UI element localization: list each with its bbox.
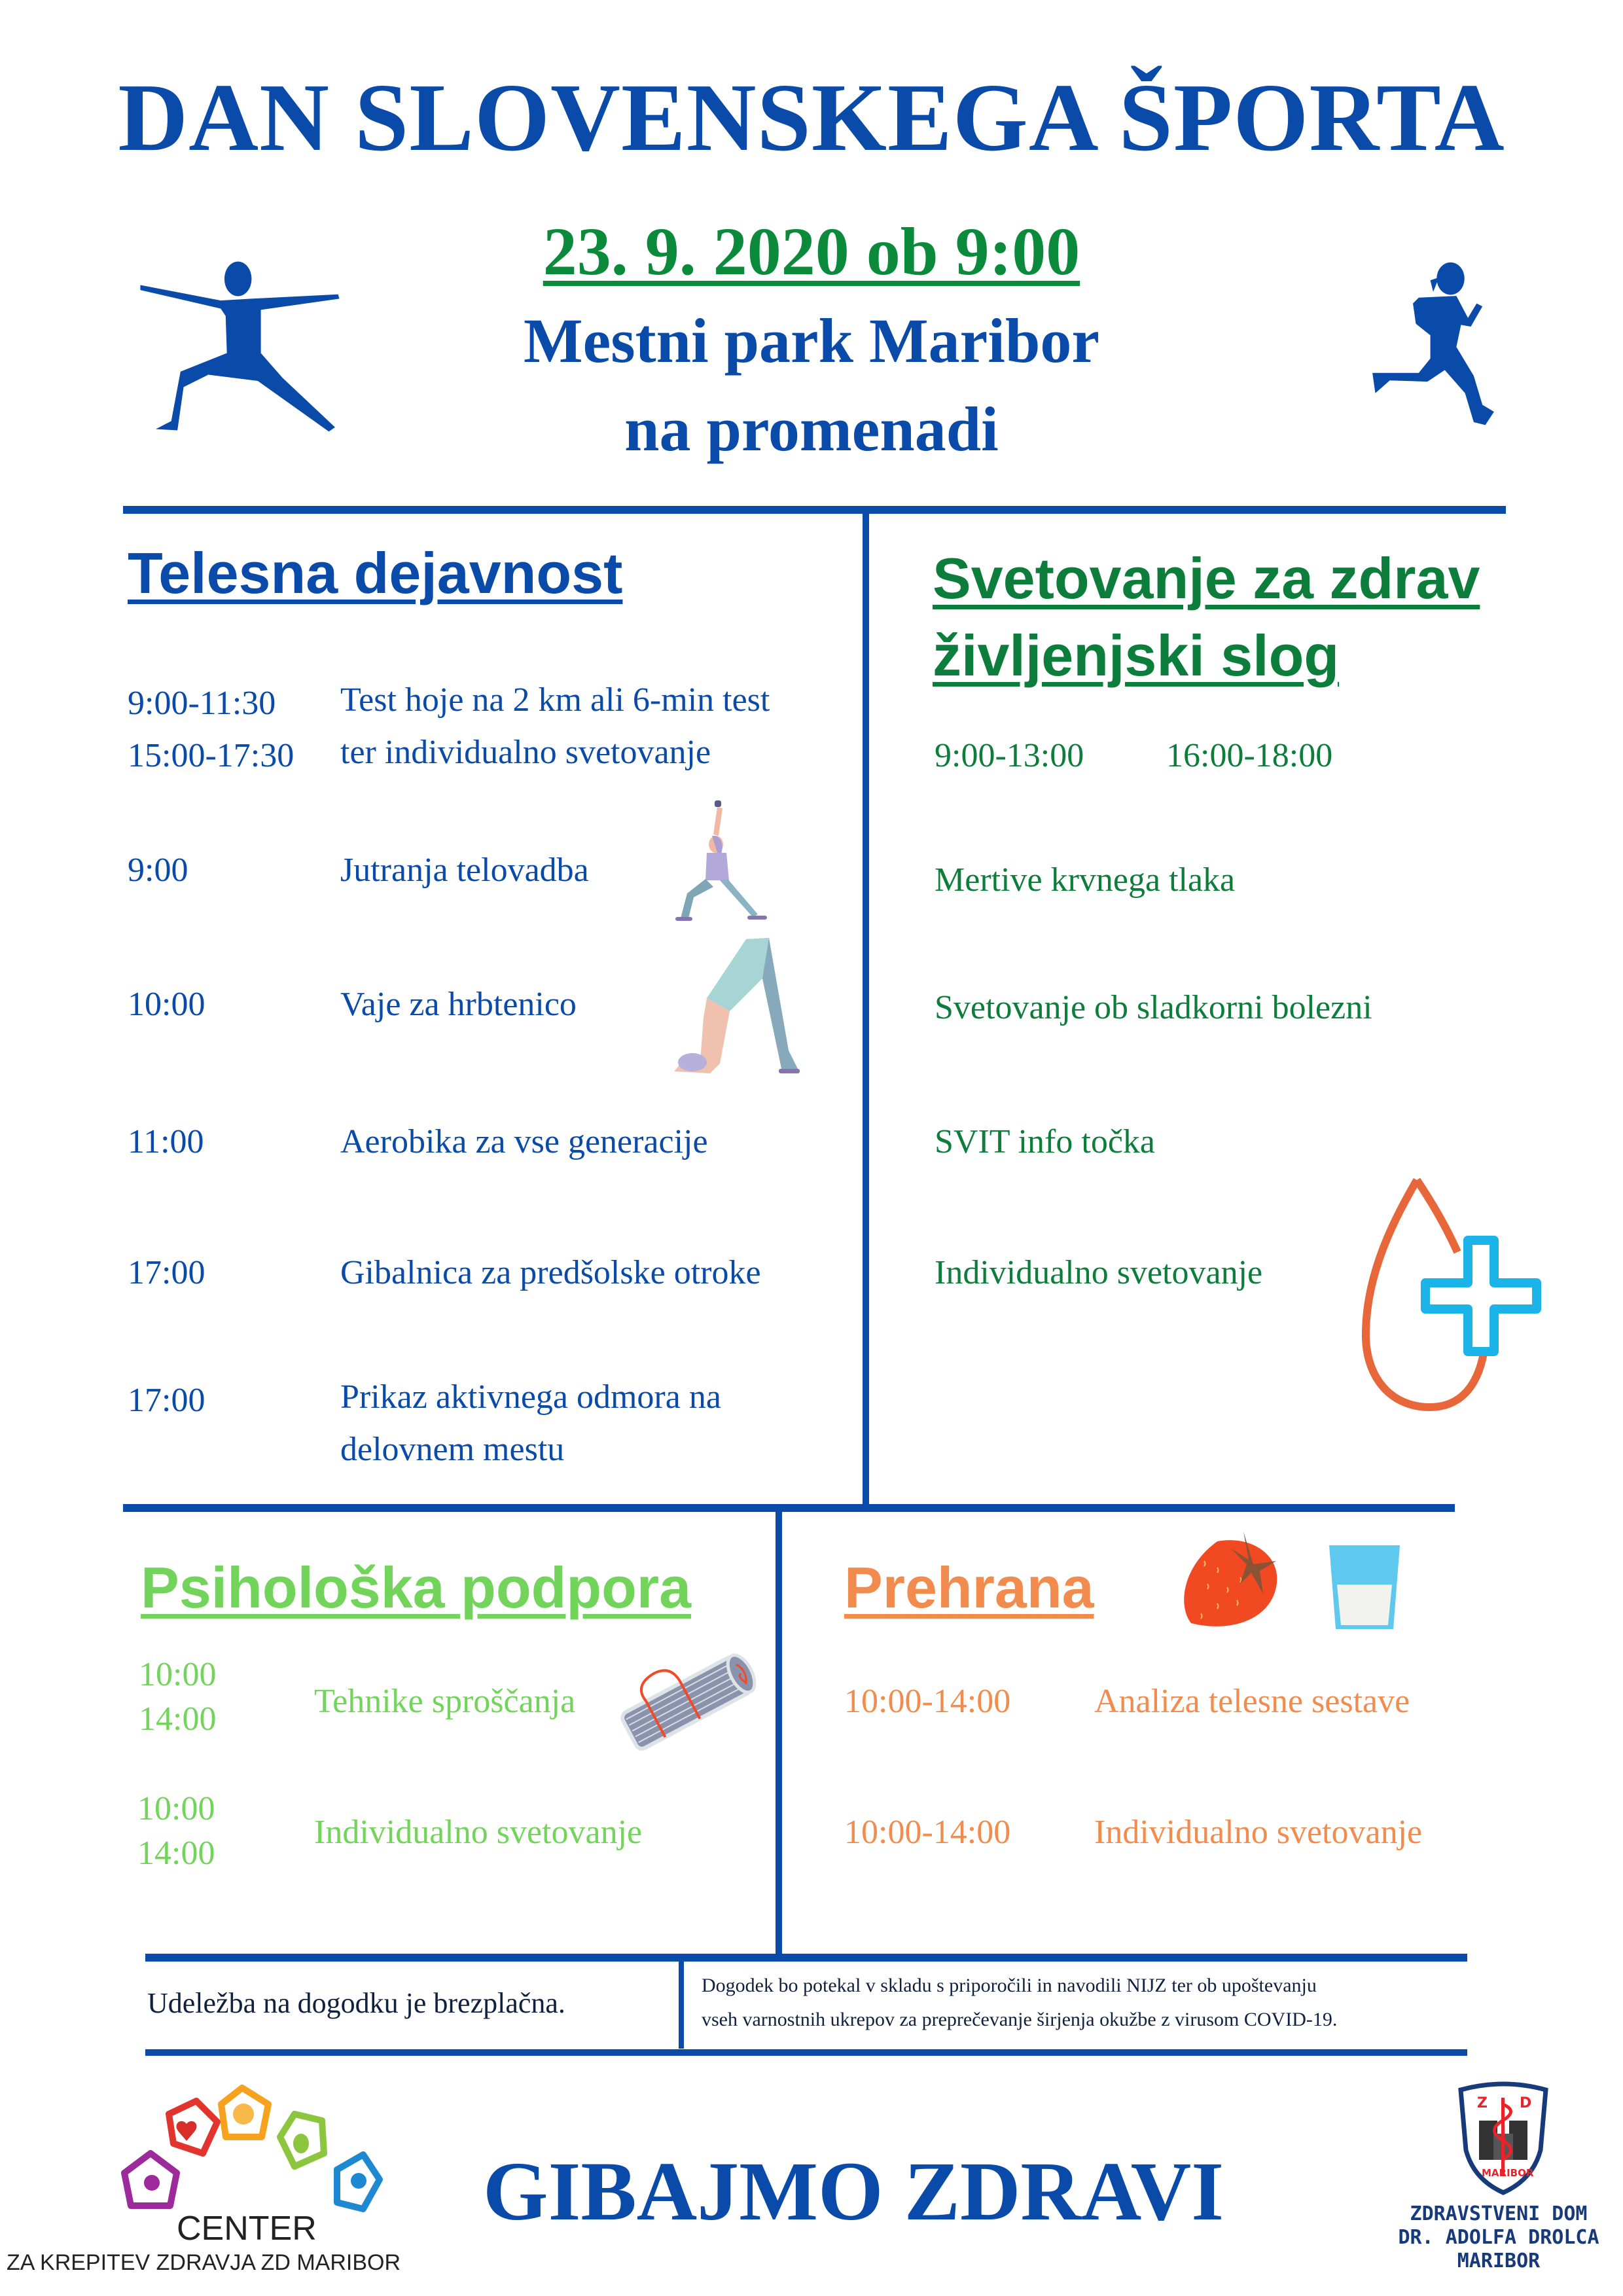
divider-notes-vertical xyxy=(679,1962,684,2049)
row-label: Prikaz aktivnega odmora na xyxy=(340,1378,721,1416)
free-entry-note: Udeležba na dogodku je brezplačna. xyxy=(147,1987,565,2019)
row-time: 10:00 xyxy=(128,986,205,1023)
row-time: 14:00 xyxy=(137,1835,215,1872)
yoga-woman-illustration-icon xyxy=(674,795,772,926)
zd-maribor-name xyxy=(1387,2202,1610,2273)
row-time: 14:00 xyxy=(139,1700,217,1738)
row-time: 10:00-14:00 xyxy=(844,1683,1011,1720)
zd-name-line: MARIBOR xyxy=(1457,2250,1541,2272)
section-heading-telesna: Telesna dejavnost xyxy=(128,541,623,605)
date-time-text: 23. 9. 2020 ob 9:00 xyxy=(543,214,1080,289)
row-time: 17:00 xyxy=(128,1254,205,1291)
venue-line-1: Mestni park Maribor xyxy=(524,306,1099,376)
section-heading-prehrana: Prehrana xyxy=(844,1555,1094,1620)
row-label: Gibalnica za predšolske otroke xyxy=(340,1254,761,1291)
divider-notes-bottom xyxy=(145,2049,1467,2056)
venue-line-2: na promenadi xyxy=(624,394,999,464)
zd-name-line: DR. ADOLFA DROLCA xyxy=(1398,2226,1599,2249)
section-heading-psiholoska: Psihološka podpora xyxy=(141,1555,692,1620)
logo-subtitle: ZA KREPITEV ZDRAVJA ZD MARIBOR xyxy=(7,2250,401,2275)
row-label: Aerobika za vse generacije xyxy=(340,1123,708,1160)
row-label: Jutranja telovadba xyxy=(340,852,589,889)
covid-note-line: Dogodek bo potekal v skladu s priporočili in navodili NIJZ ter ob upoštevanju xyxy=(702,1975,1317,1996)
row-time: 9:00-11:30 xyxy=(128,685,276,722)
svetovanje-item: Mertive krvnega tlaka xyxy=(935,861,1236,899)
row-label: ter individualno svetovanje xyxy=(340,734,711,771)
row-time: 9:00 xyxy=(128,852,188,889)
blood-drop-plus-icon xyxy=(1358,1175,1574,1417)
heading-line: Svetovanje za zdrav xyxy=(933,546,1480,611)
svetovanje-time-1: 9:00-13:00 xyxy=(935,737,1084,774)
telesna-row-1-label xyxy=(340,674,770,779)
divider-vertical-upper xyxy=(863,514,869,1505)
runner-silhouette-icon xyxy=(1358,252,1508,442)
glass-of-milk-icon xyxy=(1325,1541,1404,1633)
row-time: 10:00 xyxy=(139,1656,217,1693)
svetovanje-time-2: 16:00-18:00 xyxy=(1166,737,1333,774)
row-time: 10:00 xyxy=(137,1790,215,1827)
covid-note-line: vseh varnostnih ukrepov za preprečevanje širjenja okužbe z virusom COVID-19. xyxy=(702,2009,1338,2030)
strawberry-icon xyxy=(1178,1528,1302,1633)
divider-vertical-lower xyxy=(776,1512,782,1954)
poster-title: DAN SLOVENSKEGA ŠPORTA xyxy=(118,64,1505,171)
logo-title: CENTER xyxy=(177,2210,317,2248)
zd-name-line: ZDRAVSTVENI DOM xyxy=(1410,2202,1588,2225)
crest-letter-left: Z xyxy=(1477,2095,1488,2111)
row-label: Analiza telesne sestave xyxy=(1094,1683,1410,1720)
center-za-krepitev-zdravja-logo xyxy=(105,2075,406,2225)
row-label: Vaje za hrbtenico xyxy=(340,986,577,1023)
row-time: 17:00 xyxy=(128,1382,205,1419)
telesna-row-1 xyxy=(128,677,294,782)
row-time: 11:00 xyxy=(128,1123,204,1160)
row-label: Tehnike sproščanja xyxy=(314,1683,576,1720)
psiholoska-row-2-time xyxy=(137,1787,215,1876)
row-time: 15:00-17:30 xyxy=(128,737,294,774)
svetovanje-item: Individualno svetovanje xyxy=(935,1254,1263,1291)
divider-top xyxy=(123,506,1506,514)
row-label: delovnem mestu xyxy=(340,1431,565,1468)
rolled-yoga-mat-icon xyxy=(605,1653,769,1751)
zd-maribor-crest-icon xyxy=(1454,2078,1552,2196)
heading-line: življenjski slog xyxy=(933,623,1340,688)
psiholoska-row-1-time xyxy=(139,1653,216,1742)
logo-pentagons-icon xyxy=(105,2075,406,2225)
crest-bottom-text: MARIBOR xyxy=(1482,2167,1534,2179)
divider-middle xyxy=(123,1504,1455,1512)
slogan: GIBAJMO ZDRAVI xyxy=(483,2145,1224,2238)
row-time: 10:00-14:00 xyxy=(844,1814,1011,1851)
row-label: Individualno svetovanje xyxy=(1094,1814,1423,1851)
yoga-warrior-silhouette-icon xyxy=(134,252,357,442)
covid-note xyxy=(702,1969,1337,2037)
section-heading-svetovanje xyxy=(933,540,1480,694)
crest-letter-right: D xyxy=(1520,2095,1532,2111)
row-label: Test hoje na 2 km ali 6-min test xyxy=(340,681,770,719)
svetovanje-item: SVIT info točka xyxy=(935,1123,1155,1160)
svetovanje-item: Svetovanje ob sladkorni bolezni xyxy=(935,989,1372,1026)
divider-notes-top xyxy=(145,1954,1467,1962)
downward-dog-illustration-icon xyxy=(648,933,818,1083)
row-label: Individualno svetovanje xyxy=(314,1814,643,1851)
telesna-row-6-label xyxy=(340,1371,721,1476)
